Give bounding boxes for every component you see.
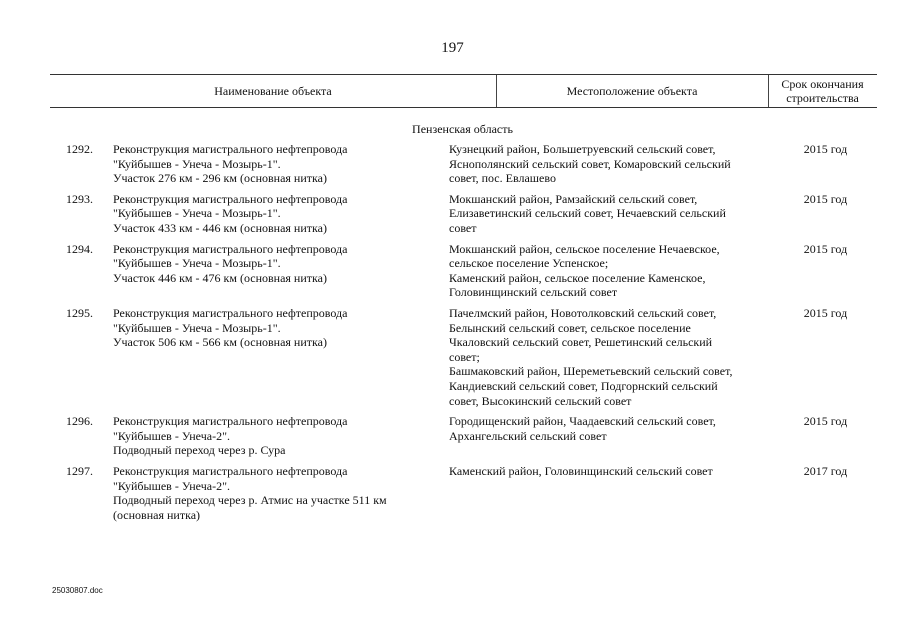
object-location-line: Мокшанский район, сельское поселение Нечаевское, [449,241,720,256]
row-number: 1295. [66,305,93,320]
header-term [768,75,877,107]
object-location-line: Пачелмский район, Новотолковский сельский совет, [449,305,717,320]
object-name-line: Участок 446 км - 476 км (основная нитка) [113,270,327,285]
completion-term: 2015 год [803,241,848,256]
object-name-line: (основная нитка) [113,507,201,522]
object-location-line: Каменский район, Головинщинский сельский совет [449,463,713,478]
object-name [113,464,413,522]
object-name [113,192,413,236]
table-row [0,464,905,522]
object-name-line: Участок 276 км - 296 км (основная нитка) [113,171,327,186]
object-name-line: "Куйбышев - Унеча-2". [113,428,230,443]
page-number: 197 [441,40,464,56]
object-location-line: Белынский сельский совет, сельское поселение [449,320,691,335]
object-location-line: Яснополянский сельский совет, Комаровский сельский [449,156,731,171]
table-row [0,142,905,186]
table-row [0,192,905,236]
object-location-line: Архангельский сельский совет [449,428,607,443]
object-name-line: Реконструкция магистрального нефтепровода [113,463,348,478]
object-name-line: Подводный переход через р. Сура [113,443,286,458]
row-number: 1292. [66,142,93,156]
object-name-line: Реконструкция магистрального нефтепровода [113,142,348,156]
object-name-line: Реконструкция магистрального нефтепровода [113,414,348,429]
object-location-line: совет; [449,349,480,364]
object-location [449,464,761,479]
object-name-line: "Куйбышев - Унеча - Мозырь-1". [113,320,281,335]
completion-term: 2015 год [803,142,848,156]
completion-term: 2015 год [803,414,848,429]
header-term-line1: Срок окончания [781,77,864,91]
object-name-line: "Куйбышев - Унеча - Мозырь-1". [113,256,281,271]
table-row [0,242,905,300]
footer-filename: 25030807.doc [52,586,103,595]
object-location-line: совет, Высокинский сельский совет [449,393,632,408]
object-name-line: Подводный переход через р. Атмис на участке 511 км [113,493,387,508]
object-name-line: "Куйбышев - Унеча-2". [113,478,230,493]
object-location-line: Елизаветинский сельский совет, Нечаевский сельский [449,206,726,221]
object-name [113,142,413,186]
object-location [449,414,761,443]
object-location-line: совет [449,220,477,235]
row-number: 1297. [66,463,93,478]
object-location [449,142,761,186]
completion-term: 2015 год [803,305,848,320]
object-location-line: совет, пос. Евлашево [449,171,556,186]
object-name [113,242,413,286]
object-location-line: Каменский район, сельское поселение Каменское, [449,270,706,285]
table-header [50,74,877,108]
header-location: Местоположение объекта [566,84,698,98]
table-row [0,306,905,408]
table-row [0,414,905,458]
header-term-line2: строительства [786,91,859,105]
object-location [449,242,761,300]
completion-term: 2015 год [803,191,848,206]
object-name-line: "Куйбышев - Унеча - Мозырь-1". [113,206,281,221]
object-name-line: Реконструкция магистрального нефтепровода [113,241,348,256]
object-location-line: Мокшанский район, Рамзайский сельский совет, [449,191,698,206]
header-name: Наименование объекта [214,84,332,98]
object-name-line: Участок 433 км - 446 км (основная нитка) [113,220,327,235]
object-name-line: "Куйбышев - Унеча - Мозырь-1". [113,156,281,171]
object-location-line: Городищенский район, Чаадаевский сельский совет, [449,414,716,429]
object-name-line: Участок 506 км - 566 км (основная нитка) [113,335,327,350]
object-location-line: Чкаловский сельский совет, Решетинский сельский [449,335,713,350]
object-location-line: Кузнецкий район, Большетруевский сельский совет, [449,142,716,156]
row-number: 1296. [66,414,93,429]
row-number: 1293. [66,191,93,206]
object-name [113,414,413,458]
object-location-line: Головинщинский сельский совет [449,285,618,300]
object-name-line: Реконструкция магистрального нефтепровода [113,305,348,320]
object-name-line: Реконструкция магистрального нефтепровода [113,191,348,206]
completion-term: 2017 год [803,463,848,478]
row-number: 1294. [66,241,93,256]
object-name [113,306,413,350]
region-title: Пензенская область [412,122,513,136]
object-location-line: Башмаковский район, Шереметьевский сельский совет, [449,364,733,379]
object-location-line: сельское поселение Успенское; [449,256,609,271]
object-location [449,306,761,408]
object-location-line: Кандиевский сельский совет, Подгорнский сельский [449,378,718,393]
table-body [0,142,905,528]
object-location [449,192,761,236]
